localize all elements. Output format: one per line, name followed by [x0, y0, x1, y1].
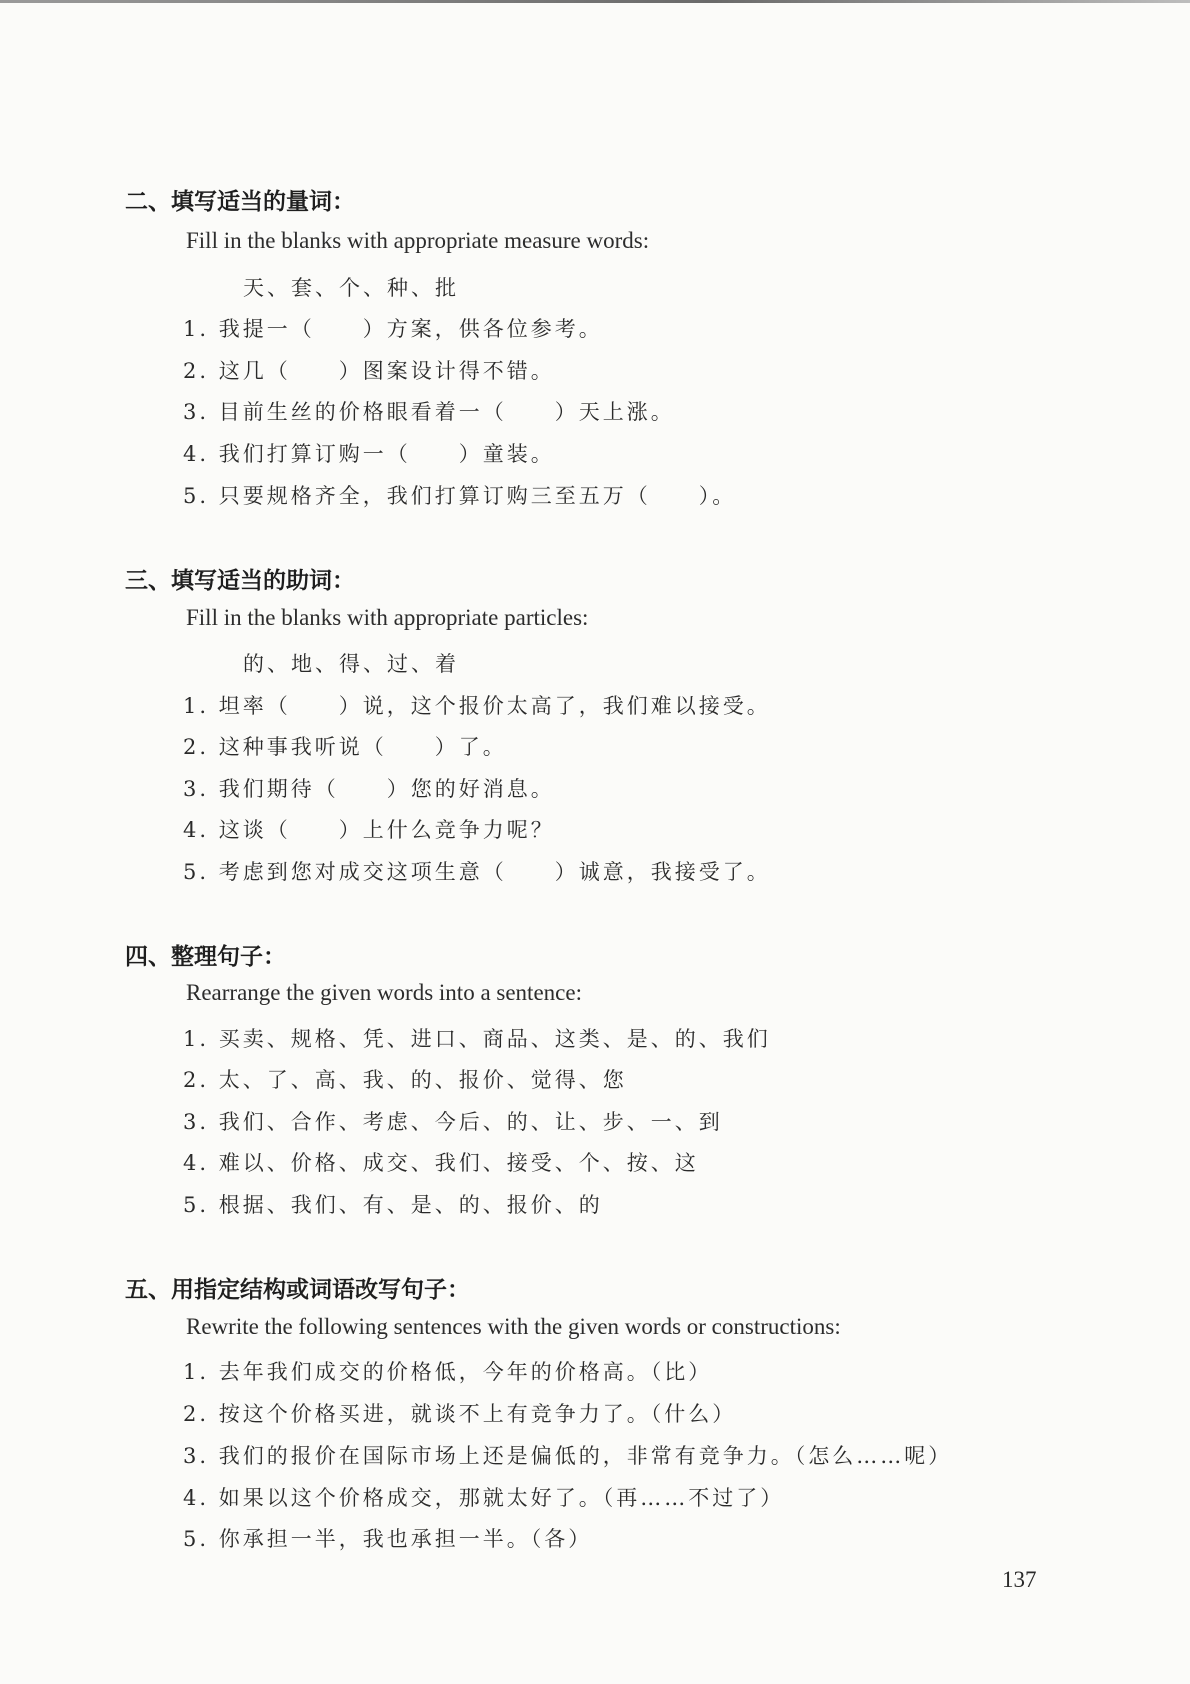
exercise-item: 5. 只要规格齐全，我们打算订购三至五万（ ）。	[183, 484, 737, 508]
exercise-item: 2. 这种事我听说（ ）了。	[183, 735, 507, 759]
exercise-item: 5. 你承担一半，我也承担一半。（各）	[183, 1527, 593, 1551]
section-heading: 三、填写适当的助词：	[125, 568, 355, 594]
exercise-item: 3. 我们的报价在国际市场上还是偏低的，非常有竞争力。（怎么……呢）	[183, 1444, 953, 1468]
exercise-item: 4. 难以、价格、成交、我们、接受、个、按、这	[183, 1151, 699, 1175]
section-instruction: Fill in the blanks with appropriate particles:	[186, 605, 589, 630]
section-heading: 四、整理句子：	[125, 944, 286, 970]
section-instruction: Fill in the blanks with appropriate measure words:	[186, 228, 650, 253]
section-heading: 二、填写适当的量词：	[125, 189, 355, 215]
page-top-edge	[0, 0, 1190, 3]
exercise-item: 1. 坦率（ ）说，这个报价太高了，我们难以接受。	[183, 694, 771, 718]
page-number: 137	[1002, 1567, 1037, 1592]
word-bank: 天、套、个、种、批	[243, 276, 459, 300]
exercise-item: 2. 按这个价格买进，就谈不上有竞争力了。（什么）	[183, 1402, 737, 1426]
exercise-item: 1. 买卖、规格、凭、进口、商品、这类、是、的、我们	[183, 1027, 771, 1051]
exercise-item: 1. 我提一（ ）方案，供各位参考。	[183, 317, 603, 341]
exercise-item: 3. 我们、合作、考虑、今后、的、让、步、一、到	[183, 1110, 723, 1134]
section-instruction: Rewrite the following sentences with the given words or constructions:	[186, 1314, 841, 1339]
exercise-item: 4. 我们打算订购一（ ）童装。	[183, 442, 555, 466]
exercise-item: 5. 根据、我们、有、是、的、报价、的	[183, 1193, 603, 1217]
exercise-item: 3. 目前生丝的价格眼看着一（ ）天上涨。	[183, 400, 675, 424]
exercise-item: 4. 这谈（ ）上什么竞争力呢？	[183, 818, 555, 842]
exercise-item: 3. 我们期待（ ）您的好消息。	[183, 777, 555, 801]
word-bank: 的、地、得、过、着	[243, 652, 459, 676]
exercise-item: 4. 如果以这个价格成交，那就太好了。（再……不过了）	[183, 1486, 785, 1510]
exercise-item: 1. 去年我们成交的价格低，今年的价格高。（比）	[183, 1360, 713, 1384]
section-heading: 五、用指定结构或词语改写句子：	[125, 1277, 470, 1303]
exercise-item: 2. 太、了、高、我、的、报价、觉得、您	[183, 1068, 627, 1092]
exercise-item: 5. 考虑到您对成交这项生意（ ）诚意，我接受了。	[183, 860, 771, 884]
exercise-item: 2. 这几（ ）图案设计得不错。	[183, 359, 555, 383]
section-instruction: Rearrange the given words into a sentence:	[186, 980, 582, 1005]
